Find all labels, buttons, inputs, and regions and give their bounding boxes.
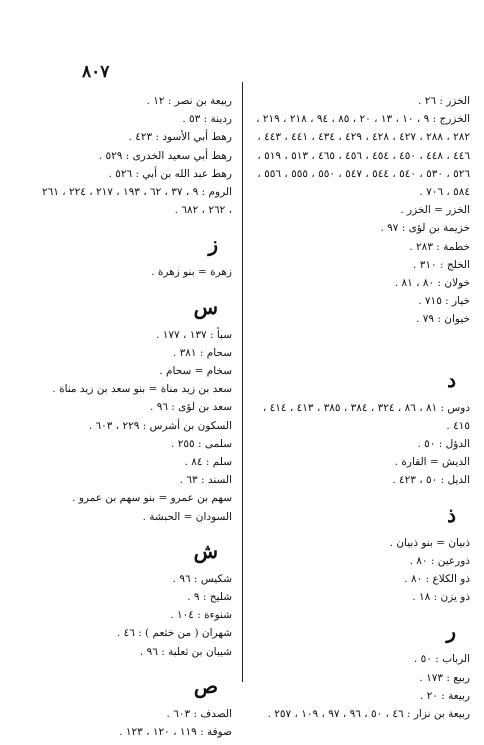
index-entry: الخلج : ٣١٠ .	[413, 258, 470, 271]
index-entry: السودان = الحبشة .	[142, 510, 232, 523]
column-divider	[242, 82, 243, 682]
index-entry: سحام : ٣٨١ .	[172, 346, 232, 359]
index-entry: ربيعة بن نزار : ٤٦ ، ٥٠ ، ٩٦ ، ٩٧ ، ١٠٩ ، ٢٥٧ .	[267, 708, 470, 721]
index-entry: الدؤل : ٥٠ .	[417, 438, 470, 451]
index-entry: صوفة : ١١٩ ، ١٢٠ ، ١٢٣ .	[119, 726, 232, 739]
index-entry: زهرة = بنو زهرة .	[151, 266, 232, 279]
entry-group	[36, 705, 232, 741]
index-entry: شليح : ٩ .	[187, 591, 232, 604]
index-entry: الديش = القارة .	[394, 456, 470, 469]
index-entry: رهط أبي الأسود : ٤٢٣ .	[128, 131, 232, 144]
index-entry: ذو الكلاع : ٨٠ .	[404, 573, 470, 586]
entry-group	[36, 570, 232, 661]
index-entry: الروم : ٩ ، ٣٧ ، ٦٢ ، ١٩٣ ، ٢١٧ ، ٢٢٤ ، ٢٦١ ، ٢٦٢ ، ٦٨٢ .	[41, 186, 232, 217]
section-letter: ر	[446, 619, 456, 644]
section-letter: ص	[193, 673, 218, 698]
index-entry: خطمة : ٢٨٣ .	[409, 240, 470, 253]
index-entry: الخزرج : ٩ ، ١٠ ، ١٣ ، ٢٠ ، ٨٥ ، ٩٤ ، ٢١٨ ، ٢١٩ ، ٢٨٢ ، ٢٨٨ ، ٤٢٧ ، ٤٢٨ ، ٤٢٩ ، ٤٣٤ ، ٤٤١ ، ٤٤٣ ، ٤٤٦ ، ٤٤٨ ، ٤٥٠ ، ٤٥٤ ، ٤٥٦ ، ٤٦٥ ، ٥١٣ ، ٥١٩ ، ٥٢٦ ، ٥٣٠ ، ٥٤٠ ، ٥٤٤ ، ٥٤٧ ، ٥٥٠ ، ٥٥٥ ، ٥٥٦ ، ٥٨٤ ، ٧٠٦ .	[256, 113, 470, 199]
index-entry: شيبان بن ثعلبة : ٩٦ .	[139, 645, 232, 658]
entry-group	[248, 650, 470, 723]
entry-group	[36, 92, 232, 219]
index-entry: ذبيان = بنو ذبيان .	[389, 536, 470, 549]
index-entry: دوس : ٨١ ، ٨٦ ، ٣٢٤ ، ٣٨٤ ، ٣٨٥ ، ٤١٣ ، ٤١٤ ، ٤١٥ .	[262, 401, 470, 432]
index-column-right	[248, 92, 470, 723]
entry-group	[248, 92, 470, 329]
index-entry: شكيس : ٩٦ .	[172, 572, 232, 585]
section-letter: ذ	[447, 502, 456, 527]
entry-group	[248, 534, 470, 607]
index-entry: سعد بن لؤى : ٩٦ .	[150, 401, 232, 414]
index-entry: ذو يزن : ١٨ .	[412, 591, 470, 604]
index-entry: ربيعة : ٢٠ .	[419, 689, 470, 702]
section-letter: س	[193, 294, 218, 319]
index-entry: خيار : ٧١٥ .	[418, 295, 470, 308]
entry-group	[36, 263, 232, 281]
entry-group	[36, 326, 232, 526]
index-entry: ربيع : ١٧٣ .	[419, 671, 470, 684]
index-entry: سهم بن عمرو = بنو سهم بن عمرو .	[72, 492, 232, 505]
index-entry: شهران ( من خثعم ) : ٤٦ .	[116, 627, 232, 640]
index-entry: ذورعين : ٨٠ .	[409, 554, 470, 567]
index-entry: خزيمة بن لؤى : ٩٧ .	[380, 222, 470, 235]
index-entry: السكون بن أشرس : ٢٢٩ ، ٦٠٣ .	[88, 419, 232, 432]
section-letter: ش	[193, 538, 218, 563]
index-entry: الخزر = الخزر .	[400, 204, 470, 217]
index-entry: سخام = سحام .	[159, 365, 232, 378]
index-entry: خولان : ٨٠ ، ٨١ .	[394, 277, 470, 290]
entry-group	[248, 399, 470, 490]
index-entry: سبأ : ١٣٧ ، ١٧٧ .	[156, 328, 232, 341]
index-entry: ردينة : ٥٣ .	[182, 113, 232, 126]
index-entry: رهط عبد الله بن أبي : ٥٢٦ .	[108, 167, 232, 180]
index-entry: الصدف : ٦٠٣ .	[166, 707, 232, 720]
index-entry: الرباب : ٥٠ .	[413, 653, 470, 666]
index-entry: سعد بن زيد مناة = بنو سعد بن زيد مناة .	[52, 383, 232, 396]
index-entry: الخزر : ٢٦ .	[418, 95, 470, 107]
index-entry: الديل : ٥٠ ، ٤٢٣ .	[392, 474, 470, 487]
page-number: ٨٠٧	[82, 62, 110, 82]
index-entry: سلمى : ٢٥٥ .	[171, 437, 232, 450]
index-entry: رهط أبي سعيد الخدرى : ٥٢٩ .	[98, 149, 232, 162]
index-entry: السند : ٦٣ .	[179, 474, 232, 487]
index-entry: خيوان : ٧٩ .	[416, 313, 470, 326]
section-letter: ز	[208, 232, 218, 257]
section-letter: د	[447, 367, 456, 392]
index-entry: سلم : ٨٤ .	[184, 456, 232, 469]
index-entry: شنوءة : ١٠٤ .	[170, 609, 232, 622]
index-entry: ربيعة بن نصر : ١٢ .	[146, 95, 232, 107]
index-column-left	[36, 92, 232, 741]
